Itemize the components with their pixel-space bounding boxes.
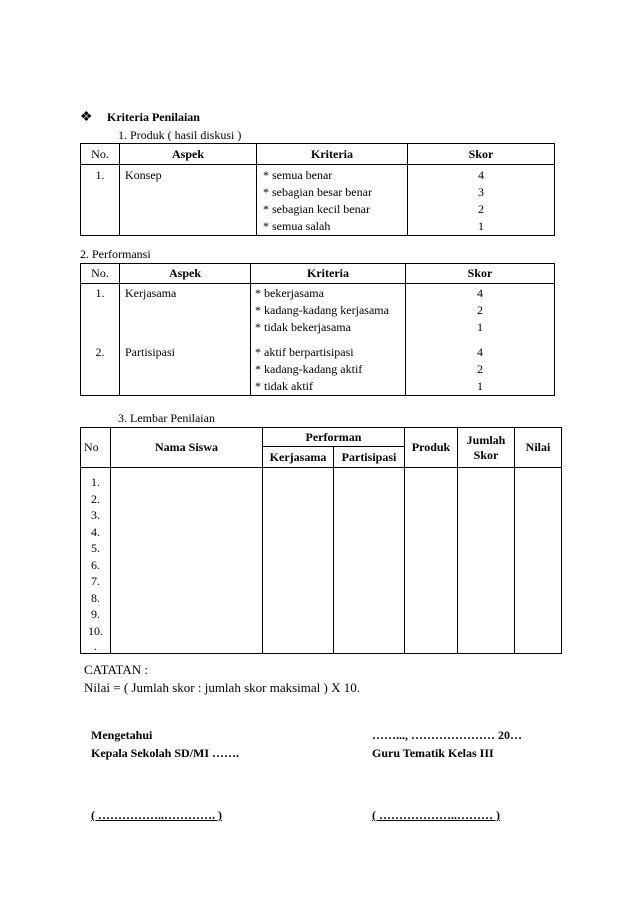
row-number: 7. [91, 574, 100, 588]
perf-row-no: 1. [81, 284, 120, 342]
perf-row-no: 2. [81, 342, 120, 396]
produk-row-kriteria [257, 165, 408, 236]
row-number: 1. [91, 475, 100, 489]
kerjasama-cell [263, 468, 334, 654]
kriteria-line: * kadang-kadang aktif [255, 361, 363, 376]
produk-row-no: 1. [81, 165, 120, 236]
perf-row-skor [406, 342, 555, 396]
lembar-body-row [81, 468, 562, 654]
lembar-header-no: No [81, 428, 111, 468]
signature-left-blank: ( ……………..…………. ) [91, 808, 222, 822]
catatan-label: CATATAN : [84, 662, 149, 677]
row-number: 2. [91, 491, 100, 506]
kriteria-line: * semua salah [263, 219, 331, 233]
perf-row-aspek: Partisipasi [120, 342, 251, 396]
row-number: 5. [91, 541, 100, 555]
produk-title: 1. Produk ( hasil diskusi ) [118, 128, 242, 142]
skor-value: 4 [478, 168, 484, 182]
lembar-header-nama: Nama Siswa [111, 428, 263, 468]
nilai-cell [515, 468, 562, 654]
lembar-title: 3. Lembar Penilaian [118, 411, 215, 425]
produk-row-aspek: Konsep [120, 165, 257, 236]
diamond-bullet-icon: ❖ [80, 110, 93, 125]
skor-value: 1 [477, 378, 483, 393]
row-number: 4. [91, 524, 100, 539]
lembar-header-partisipasi: Partisipasi [334, 447, 405, 468]
signature-right-blank: ( ………………..……… ) [372, 808, 500, 822]
row-number: 9. [91, 607, 100, 621]
skor-value: 1 [478, 219, 484, 233]
row-number: 8. [91, 590, 100, 605]
kriteria-line: * sebagian besar benar [263, 185, 372, 199]
produk-header-kriteria: Kriteria [257, 144, 408, 165]
perf-header-aspek: Aspek [120, 264, 251, 284]
lembar-header-nilai: Nilai [515, 428, 562, 468]
skor-value: 3 [478, 185, 484, 199]
catatan-formula: Nilai = ( Jumlah skor : jumlah skor maksimal ) X 10. [84, 680, 360, 695]
row-number: . [94, 639, 97, 653]
signature-left-line1: Mengetahui [91, 728, 153, 742]
row-number: 6. [91, 557, 100, 572]
produk-row [81, 165, 555, 236]
perf-row-kriteria [251, 342, 406, 396]
row-number: 10. [88, 623, 103, 638]
produk-cell [405, 468, 458, 654]
row-number: 3. [91, 508, 100, 522]
performansi-table [80, 263, 555, 396]
lembar-number-column [81, 468, 111, 654]
jumlah-line2: Skor [473, 447, 499, 462]
perf-row-kerjasama [81, 284, 555, 342]
nama-siswa-cell [111, 468, 263, 654]
skor-value: 1 [477, 320, 483, 334]
produk-header-no: No. [81, 144, 120, 165]
skor-value: 4 [477, 286, 483, 300]
kriteria-line: * aktif berpartisipasi [255, 344, 354, 359]
kriteria-line: * semua benar [263, 168, 333, 182]
section-title: Kriteria Penilaian [107, 110, 200, 124]
produk-row-skor [408, 165, 555, 236]
kriteria-line: * kadang-kadang kerjasama [255, 303, 389, 317]
signature-right-line1: ……..., ………………… 20… [372, 728, 522, 742]
produk-table [80, 143, 555, 236]
jumlah-line1: Jumlah [466, 432, 506, 447]
perf-header-skor: Skor [406, 264, 555, 284]
skor-value: 2 [477, 303, 483, 317]
kriteria-line: * bekerjasama [255, 286, 324, 300]
lembar-table [80, 427, 562, 654]
jumlah-skor-cell [458, 468, 515, 654]
performansi-title: 2. Performansi [80, 247, 151, 261]
lembar-header-performan: Performan [263, 428, 405, 447]
kriteria-line: * sebagian kecil benar [263, 202, 370, 216]
perf-row-skor [406, 284, 555, 342]
partisipasi-cell [334, 468, 405, 654]
lembar-header-produk: Produk [405, 428, 458, 468]
kriteria-line: * tidak aktif [255, 378, 313, 393]
perf-header-kriteria: Kriteria [251, 264, 406, 284]
signature-left-line2: Kepala Sekolah SD/MI ……. [91, 746, 240, 760]
skor-value: 2 [477, 361, 483, 376]
lembar-header-jumlah [458, 428, 515, 468]
skor-value: 4 [477, 344, 483, 359]
produk-header-skor: Skor [408, 144, 555, 165]
skor-value: 2 [478, 202, 484, 216]
produk-header-aspek: Aspek [120, 144, 257, 165]
perf-row-kriteria [251, 284, 406, 342]
perf-header-no: No. [81, 264, 120, 284]
perf-row-aspek: Kerjasama [120, 284, 251, 342]
perf-row-partisipasi [81, 342, 555, 396]
lembar-header-kerjasama: Kerjasama [263, 447, 334, 468]
signature-right-line2: Guru Tematik Kelas III [372, 746, 494, 760]
kriteria-line: * tidak bekerjasama [255, 320, 351, 334]
